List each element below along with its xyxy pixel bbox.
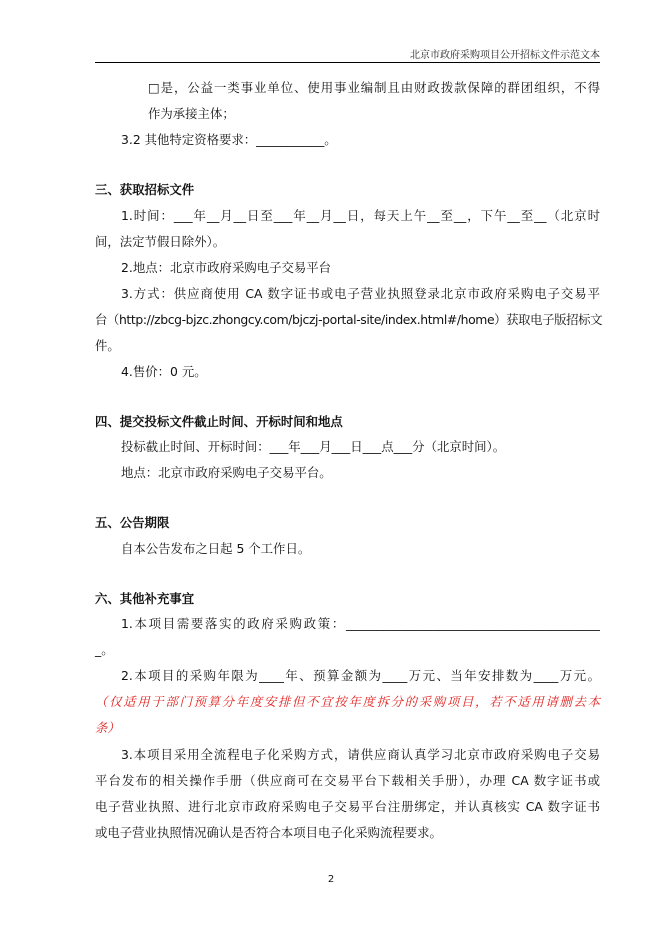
text-line: 平台发布的相关操作手册（供应商可在交易平台下载相关手册），办理 CA 数字证书或	[95, 773, 600, 788]
text-line: 间，法定节假日除外）。	[95, 234, 226, 249]
note-line: （仅适用于部门预算分年度安排但不宜按年度拆分的采购项目，若不适用请删去本	[95, 694, 600, 709]
section-heading: 五、公告期限	[95, 515, 170, 530]
text-line: 2.地点：北京市政府采购电子交易平台	[121, 260, 332, 275]
text-line: 3.2 其他特定资格要求：___________。	[121, 132, 337, 147]
page-number: 2	[327, 874, 335, 885]
text-line: 1.本项目需要落实的政府采购政策：_________________________________________	[121, 616, 600, 631]
text-line: 2.本项目的采购年限为____年、预算金额为____万元、当年安排数为____万元。	[121, 668, 600, 683]
note-line: 条）	[95, 720, 120, 735]
text-line: 3.方式：供应商使用 CA 数字证书或电子营业执照登录北京市政府采购电子交易平	[121, 286, 600, 301]
text-line: 1.时间：___年__月__日至___年__月__日，每天上午__至__，下午__至__（北京时	[121, 208, 600, 223]
text-line: 件。	[95, 338, 120, 353]
text-line: 电子营业执照、进行北京市政府采购电子交易平台注册绑定，并认真核实 CA 数字证书	[95, 799, 600, 814]
text-line: □是，公益一类事业单位、使用事业编制且由财政拨款保障的群团组织，不得	[148, 80, 600, 95]
text-line: 作为承接主体；	[148, 106, 235, 121]
text-line: 自本公告发布之日起 5 个工作日。	[121, 541, 311, 556]
text-line: _。	[95, 642, 114, 657]
section-heading: 四、提交投标文件截止时间、开标时间和地点	[95, 414, 343, 429]
text-line-url: 台（http://zbcg-bjzc.zhongcy.com/bjczj-portal-site/index.html#/home）获取电子版招标文	[95, 312, 603, 327]
running-header: 北京市政府采购项目公开招标文件示范文本	[410, 50, 600, 61]
text-line: 或电子营业执照情况确认是否符合本项目电子化采购流程要求。	[95, 825, 442, 840]
header-rule	[95, 62, 600, 63]
section-heading: 三、获取招标文件	[95, 182, 195, 197]
text-line: 3.本项目采用全流程电子化采购方式，请供应商认真学习北京市政府采购电子交易	[121, 747, 600, 762]
text-line: 投标截止时间、开标时间：___年___月___日___点___分（北京时间）。	[121, 439, 506, 454]
text-line: 4.售价：0 元。	[121, 364, 207, 379]
text-line: 地点：北京市政府采购电子交易平台。	[121, 465, 332, 480]
section-heading: 六、其他补充事宜	[95, 591, 195, 606]
